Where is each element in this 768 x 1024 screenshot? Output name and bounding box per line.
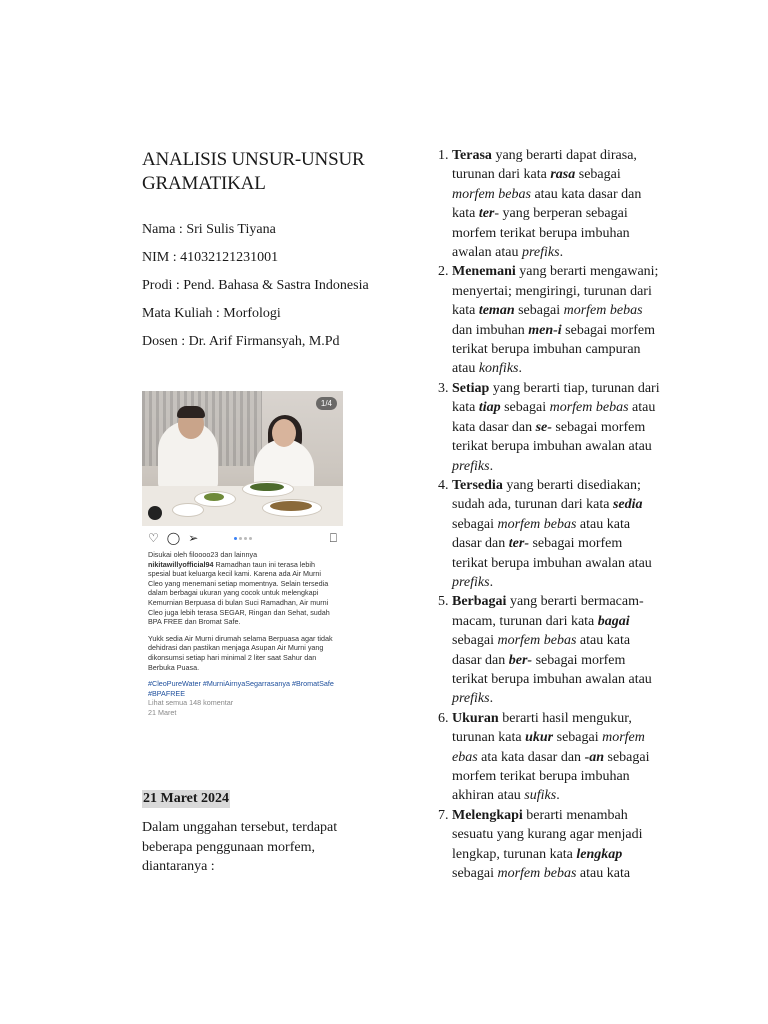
morpheme-term: ter- <box>508 536 529 552</box>
image-counter: 1/4 <box>316 397 337 410</box>
morpheme-term: lengkap <box>576 846 623 862</box>
item-text: berarti menambah sesuatu yang kurang agar menjadi lengkap, turunan kata <box>452 807 643 862</box>
morpheme-list-column <box>432 146 660 883</box>
item-text: . <box>518 361 522 377</box>
item-text: ata kata dasar dan <box>477 749 585 765</box>
post-date: 21 Maret <box>148 707 177 717</box>
morpheme-term: morfem bebas <box>497 633 577 649</box>
item-text: sebagai <box>553 730 603 746</box>
item-text: sebagai <box>500 400 550 416</box>
morpheme-item <box>452 806 660 884</box>
item-text: sebagai <box>452 633 498 649</box>
intro-paragraph: Dalam unggahan tersebut, terdapat beberapa penggunaan morfem, diantaranya : <box>142 820 338 874</box>
item-text: . <box>489 691 494 707</box>
item-text: sebagai morfem terikat berupa imbuhan awalan atau <box>452 652 652 687</box>
item-text: sebagai morfem terikat berupa imbuhan awalan atau <box>452 536 652 571</box>
info-nim: NIM : 41032121231001 <box>142 250 279 265</box>
liked-by-text: Disukai oleh filoooo23 dan lainnya <box>148 550 258 559</box>
item-text: sebagai <box>452 866 498 882</box>
item-text: sebagai <box>452 516 498 532</box>
morpheme-term: morfem bebas <box>563 303 643 319</box>
morpheme-item <box>452 262 660 378</box>
info-prodi: Prodi : Pend. Bahasa & Sastra Indonesia <box>142 278 369 293</box>
heart-icon[interactable]: ♡ <box>148 531 159 545</box>
morpheme-item <box>452 476 660 592</box>
term: Melengkapi <box>452 807 523 823</box>
morpheme-term: konfiks <box>478 361 519 377</box>
term: Terasa <box>452 148 492 163</box>
morpheme-term: morfem bebas <box>497 866 577 882</box>
carousel-dots <box>234 537 252 540</box>
header-block <box>142 148 382 360</box>
morpheme-term: ber- <box>508 652 533 668</box>
item-text: yang berarti mengawani; menyertai; mengiringi, turunan dari kata <box>452 264 659 319</box>
item-text: atau kata dasar dan kata <box>452 186 642 222</box>
item-text: atau kata <box>576 866 631 882</box>
morpheme-term: morfem bebas <box>452 186 531 202</box>
morpheme-term: -an <box>584 749 605 765</box>
term: Berbagai <box>452 594 507 610</box>
term: Setiap <box>452 380 490 396</box>
post-caption <box>142 550 343 718</box>
morpheme-term: ter <box>478 206 495 222</box>
item-text: . <box>556 788 560 804</box>
item-text: sebagai <box>575 167 621 183</box>
morpheme-term: prefiks <box>521 245 560 261</box>
morpheme-item <box>452 379 660 476</box>
morpheme-term: prefiks <box>452 691 490 707</box>
term: Menemani <box>452 264 516 280</box>
morpheme-term: bagai <box>597 613 630 629</box>
morpheme-item <box>452 146 660 262</box>
morpheme-term: rasa <box>550 167 576 183</box>
morpheme-term: ukur <box>525 730 554 746</box>
morpheme-item <box>452 592 660 708</box>
morpheme-item <box>452 709 660 806</box>
item-text: yang berarti tiap, turunan dari kata <box>452 380 660 416</box>
info-lecturer: Dosen : Dr. Arif Firmansyah, M.Pd <box>142 334 340 349</box>
item-text: atau kata dasar dan <box>452 516 631 552</box>
item-text: sebagai <box>514 303 564 319</box>
item-text: atau kata dasar dan <box>452 633 631 668</box>
item-text: atau kata dasar dan <box>452 400 656 435</box>
term: Tersedia <box>452 477 503 493</box>
item-text: sebagai morfem terikat berupa imbuhan campuran atau <box>452 322 655 377</box>
post-photo <box>142 391 343 526</box>
caption-text-1: Ramadhan taun ini terasa lebih spesial buat keluarga kecil kami. Karena ada Air Murni Cleo yang menemani setiap momentnya. Selain tersedia dalam berbagai ukuran yang cocok untuk melengkapi Kemurnian Berpuasa di bulan Suci Ramadhan, Air murni Cleo juga lebih terasa SEGAR, Ringan dan Sehat, sudah BPA FREE dan Bromat Safe. <box>148 559 330 627</box>
item-text: dan imbuhan <box>452 322 529 338</box>
instagram-post-screenshot <box>142 391 343 749</box>
item-text: sebagai morfem terikat berupa imbuhan akhiran atau <box>452 749 650 804</box>
user-tag-icon[interactable] <box>148 506 162 520</box>
view-comments-link[interactable]: Lihat semua 148 komentar <box>148 698 234 708</box>
item-text: . <box>489 574 494 590</box>
comment-icon[interactable]: ◯ <box>166 531 181 545</box>
share-icon[interactable]: ➢ <box>188 531 199 545</box>
morpheme-term: tiap <box>478 400 501 416</box>
morpheme-term: morfem ebas <box>452 730 645 765</box>
item-text: berarti hasil mengukur, turunan kata <box>452 710 632 746</box>
item-text: . <box>489 458 494 474</box>
morpheme-term: morfem bebas <box>497 516 577 532</box>
morpheme-term: prefiks <box>452 458 490 474</box>
item-text: yang berarti bermacam-macam, turunan dari kata <box>452 594 644 629</box>
post-username[interactable]: nikitawillyofficial94 <box>148 559 214 569</box>
morpheme-term: sedia <box>612 497 643 513</box>
morpheme-term: teman <box>478 303 515 319</box>
item-text: yang berarti dapat dirasa, turunan dari kata <box>452 148 637 183</box>
morpheme-term: prefiks <box>452 574 490 590</box>
bookmark-icon[interactable]: ⎕ <box>329 530 337 545</box>
item-text: - yang berperan sebagai morfem terikat berupa imbuhan awalan atau <box>452 206 630 261</box>
item-text: sebagai morfem terikat berupa imbuhan awalan atau <box>452 419 652 455</box>
student-info <box>142 220 382 351</box>
info-name: Nama : Sri Sulis Tiyana <box>142 222 276 237</box>
hashtags[interactable]: #CleoPureWater #MurniAirnyaSegarrasanya #BromatSafe #BPAFREE <box>148 679 334 698</box>
highlighted-date: 21 Maret 2024 <box>143 791 230 806</box>
document-title: ANALISIS UNSUR-UNSUR GRAMATIKAL <box>142 149 365 194</box>
morpheme-term: men-i <box>528 322 562 338</box>
post-actions <box>142 526 343 550</box>
item-text: yang berarti disediakan; sudah ada, turunan dari kata <box>452 477 641 513</box>
morpheme-list <box>432 146 660 883</box>
info-course: Mata Kuliah : Morfologi <box>142 306 281 321</box>
term: Ukuran <box>452 710 499 726</box>
morpheme-term: sufiks <box>524 788 557 804</box>
item-text: . <box>559 245 564 261</box>
morpheme-term: morfem bebas <box>549 400 629 416</box>
morpheme-term: se- <box>535 419 552 435</box>
caption-text-2: Yukk sedia Air Murni dirumah selama Berpuasa agar tidak dehidrasi dan pastikan menjaga Asupan Air Murni yang dikonsumsi setiap hari minimal 2 liter saat Sahur dan Berbuka Puasa. <box>148 633 333 672</box>
